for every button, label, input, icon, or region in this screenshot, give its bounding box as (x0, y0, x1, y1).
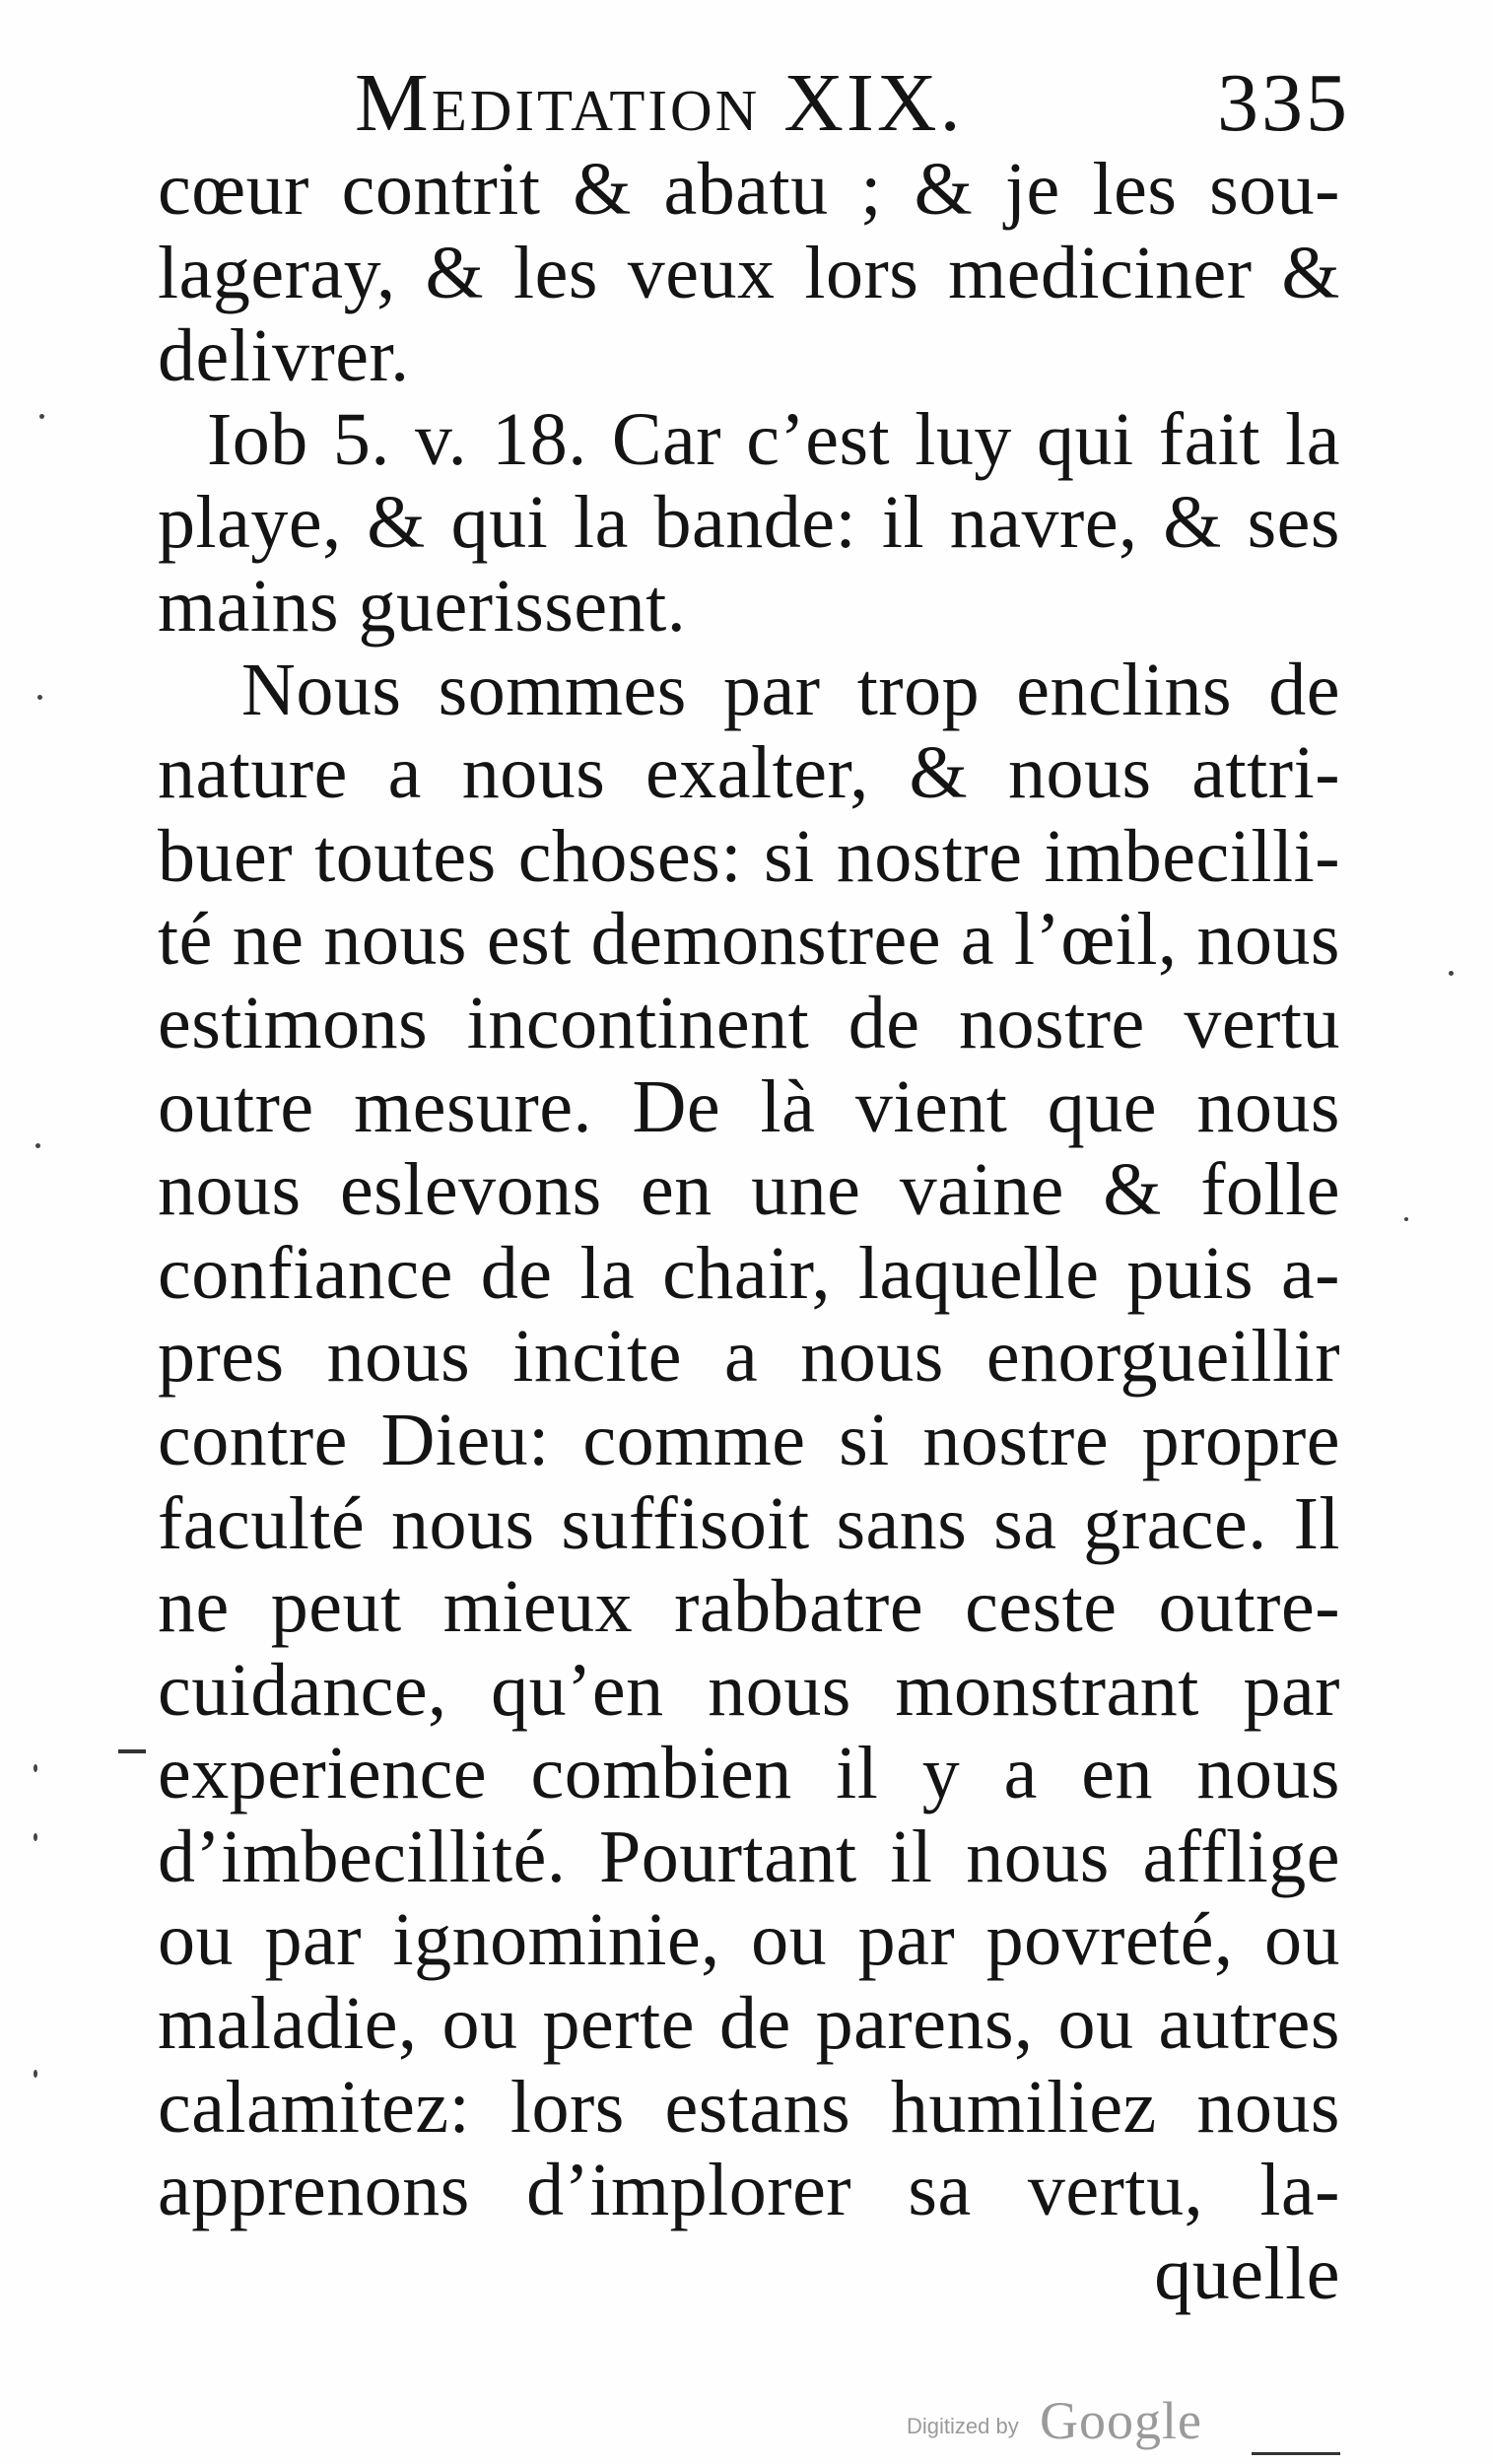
text-line: Iob 5. v. 18. Car c’est luy qui fait la (207, 397, 1340, 481)
text-line: buer toutes choses: si nostre imbecilli- (158, 814, 1340, 898)
scan-speck (39, 414, 44, 419)
running-title: Meditation XIX. (355, 57, 964, 149)
scan-speck (34, 1833, 37, 1841)
text-line: té ne nous est demonstree a l’œil, nous (158, 898, 1340, 982)
text-line: delivrer. (158, 314, 410, 398)
digitized-watermark (907, 2390, 1242, 2449)
text-line: contre Dieu: comme si nostre propre (158, 1398, 1340, 1481)
text-line: d’imbecillité. Pourtant il nous afflige (158, 1814, 1340, 1898)
text-line: cuidance, qu’en nous monstrant par (158, 1648, 1340, 1732)
google-logo: Google (1040, 2391, 1202, 2450)
scan-speck (1449, 971, 1454, 976)
text-line: ne peut mieux rabbatre ceste outre- (158, 1565, 1340, 1649)
text-line: nous eslevons en une vaine & folle (158, 1148, 1340, 1232)
scan-speck (37, 695, 42, 700)
scan-speck (34, 2070, 37, 2078)
scan-speck (34, 1764, 37, 1772)
text-line: ou par ignominie, ou par povreté, ou (158, 1898, 1340, 1982)
digitized-label: Digitized by (907, 2414, 1019, 2438)
margin-mark (1252, 2452, 1340, 2455)
text-line: experience combien il y a en nous (158, 1732, 1340, 1815)
scan-speck (35, 1143, 40, 1148)
text-line: mains guerissent. (158, 564, 687, 648)
text-line: pres nous incite a nous enorgueillir (158, 1315, 1340, 1399)
text-line: maladie, ou perte de parens, ou autres (158, 1982, 1340, 2066)
catchword: quelle (1154, 2231, 1340, 2315)
text-line: outre mesure. De là vient que nous (158, 1064, 1340, 1148)
text-line: apprenons d’implorer sa vertu, la- (158, 2149, 1340, 2232)
body-text (158, 148, 1340, 2315)
page-header (355, 54, 1350, 153)
text-line: estimons incontinent de nostre vertu (158, 981, 1340, 1064)
text-line: faculté nous suffisoit sans sa grace. Il (158, 1481, 1340, 1565)
text-line: lageray, & les veux lors mediciner & (158, 231, 1340, 314)
page-number: 335 (1217, 57, 1350, 149)
scan-speck (1404, 1217, 1408, 1221)
text-line: Nous sommes par trop enclins de (241, 648, 1340, 731)
text-line: confiance de la chair, laquelle puis a- (158, 1231, 1340, 1315)
margin-mark (118, 1749, 146, 1753)
text-line: calamitez: lors estans humiliez nous (158, 2065, 1340, 2149)
text-line: playe, & qui la bande: il navre, & ses (158, 481, 1340, 565)
text-line: nature a nous exalter, & nous attri- (158, 731, 1340, 815)
text-line: cœur contrit & abatu ; & je les sou- (158, 148, 1340, 231)
